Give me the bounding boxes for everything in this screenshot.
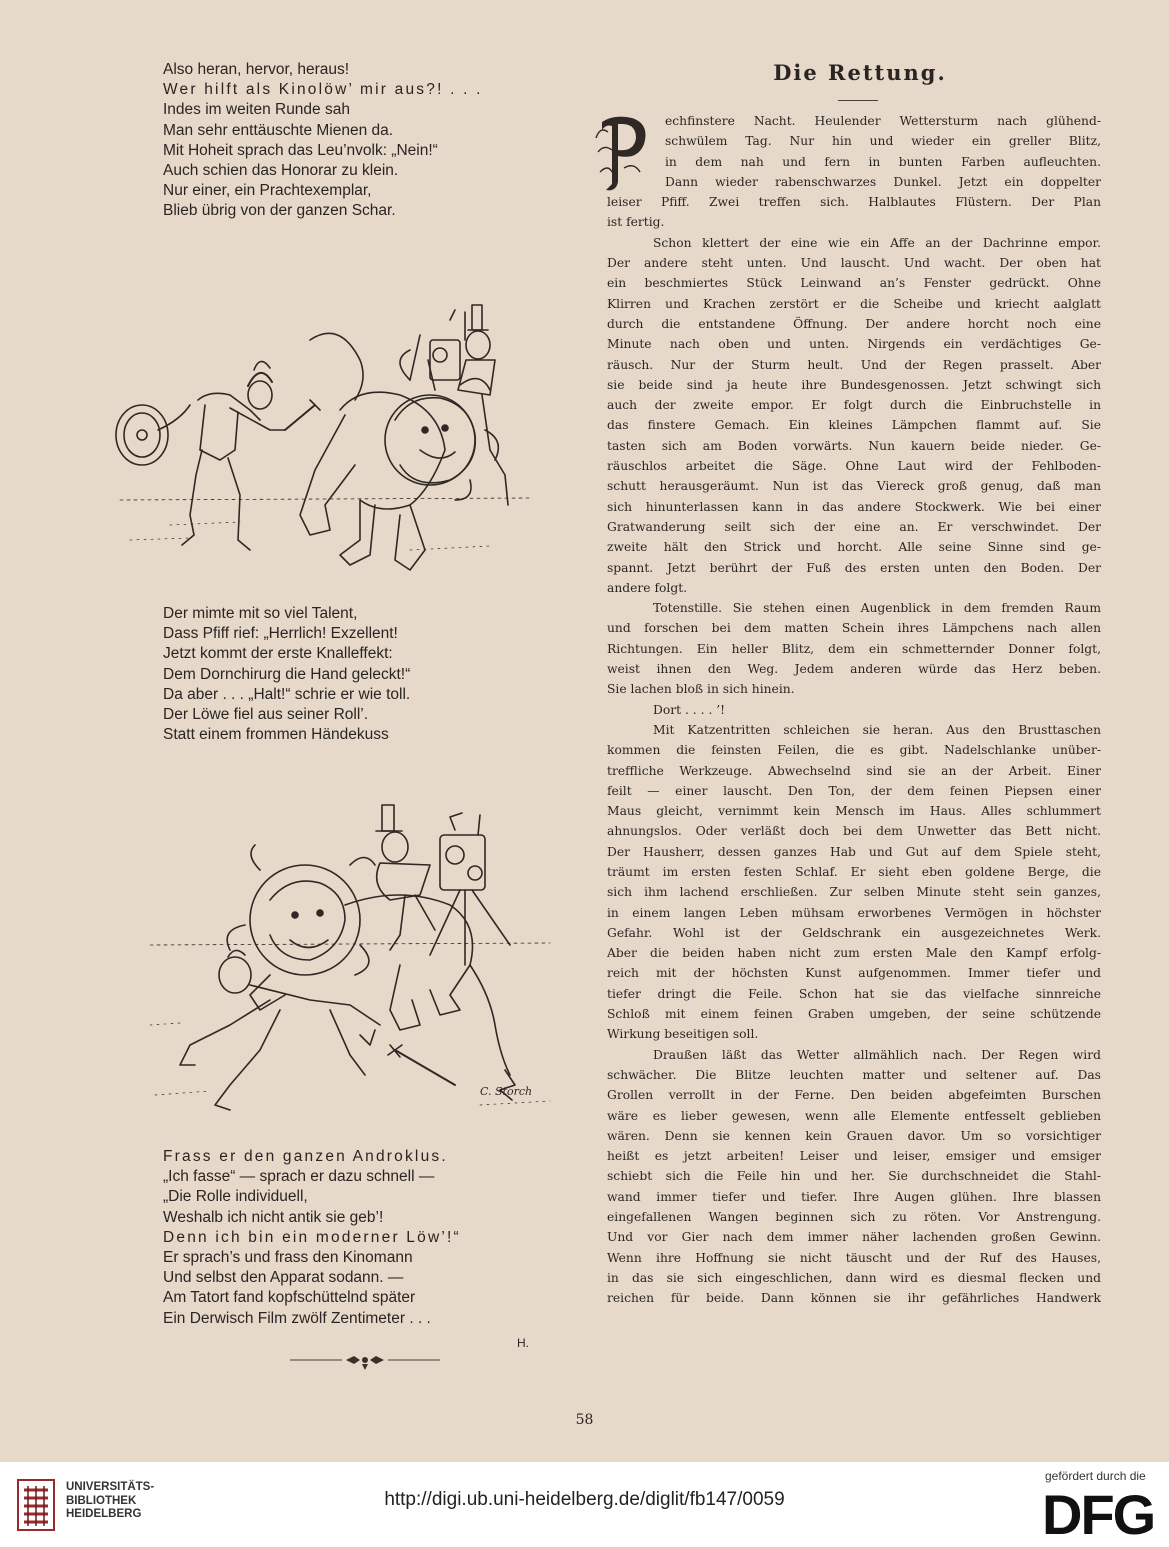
text-line: wären. Denn sie kennen kein Grauen davor. Um so vorsichtiger: [607, 1128, 1101, 1143]
text-line: Maus gleicht, vernimmt kein Mensch im Haus. Alles schlummert: [607, 804, 1101, 819]
text-line: Schloß mit einem feinen Graben umgeben, der seine schützende: [607, 1007, 1101, 1022]
poem-line: Er sprach’s und frass den Kinomann: [163, 1249, 413, 1267]
text-line: Dort . . . . ’!: [653, 702, 726, 717]
text-line: ein beschmiertes Stück Leinwand an’s Fenster gedrückt. Ohne: [607, 276, 1101, 291]
text-line: träumt im ersten festen Schlaf. Er sieht eben goldene Berge, die: [607, 864, 1101, 879]
poem-line: Und selbst den Apparat sodann. —: [163, 1269, 404, 1287]
poem-line: „Die Rolle individuell,: [163, 1188, 308, 1206]
text-line: Klirren und Krachen zerstört er die Scheibe und kriecht aalglatt: [607, 296, 1101, 311]
text-line: Wirkung beseitigen soll.: [607, 1027, 759, 1042]
text-line: das finstere Gemach. Ein kleines Lämpchen flammt auf. Sie: [607, 418, 1101, 433]
poem-line: Denn ich bin ein moderner Löw’!“: [163, 1228, 461, 1246]
library-name-line: UNIVERSITÄTS-: [66, 1481, 155, 1493]
text-line: Grollen verrollt in der Ferne. Den beiden abgefeimten Burschen: [607, 1088, 1101, 1103]
illustration-lion-eating-gladiator: [150, 795, 560, 1125]
text-line: reichen für beide. Dann können sie ihr gefährliches Handwerk: [607, 1291, 1101, 1306]
text-line: reich mit der höchsten Kunst aufgenommen. Immer tiefer und: [607, 966, 1101, 981]
text-line: ahnungslos. Oder verläßt doch bei dem Unwetter das Bett nicht.: [607, 824, 1101, 839]
text-line: zweite hält den Strick und horcht. Alle seine Sinne sind ge-: [607, 540, 1101, 555]
text-line: Und vor Gier nach dem immer näher lachenden großen Gewinn.: [607, 1230, 1101, 1245]
text-line: in das sie sich eingeschlichen, dann wird es diesmal flecken und: [607, 1270, 1101, 1285]
text-line: schutt herausgeräumt. Nun ist das Viereck groß genug, daß man: [607, 479, 1101, 494]
text-line: Draußen läßt das Wetter allmählich nach. Der Regen wird: [653, 1047, 1101, 1062]
poem-line: Also heran, hervor, heraus!: [163, 61, 350, 78]
text-line: sich hinunterlassen kann in das andere Stockwerk. Wie bei einer: [607, 499, 1101, 514]
text-line: in dem nah und fern in bunten Farben aufleuchten.: [665, 154, 1101, 169]
poem-line: Dem Dornchirurg die Hand geleckt!“: [163, 665, 411, 683]
text-line: tasten sich am Boden vorwärts. Nun kauern beide nieder. Ge-: [607, 438, 1101, 453]
text-line: Wenn ihre Hoffnung sie nicht täuscht und der Ruf des Hauses,: [607, 1250, 1101, 1265]
poem-line: Am Tatort fand kopfschüttelnd später: [163, 1289, 416, 1307]
poem-line: Ein Derwisch Film zwölf Zentimeter . . .: [163, 1309, 431, 1327]
story-para-3: [607, 598, 1101, 720]
poem-line: Dass Pfiff rief: „Herrlich! Exzellent!: [163, 625, 398, 643]
poem-line: Der mimte mit so viel Talent,: [163, 605, 358, 622]
text-line: Minute nach oben und unten. Nirgends ein verdächtiges Ge-: [607, 337, 1101, 352]
text-line: echfinstere Nacht. Heulender Wettersturm nach glühend-: [665, 114, 1101, 128]
poem-line: Blieb übrig von der ganzen Schar.: [163, 202, 396, 220]
poem-line: „Ich fasse“ — sprach er dazu schnell —: [163, 1168, 435, 1186]
text-line: Der andere steht unten. Und lauscht. Und wacht. Der oben hat: [607, 256, 1101, 271]
text-line: eingefallenen Wangen beginnen sich zu röten. Vor Anstrengung.: [607, 1210, 1101, 1225]
source-url-link[interactable]: http://digi.ub.uni-heidelberg.de/diglit/fb147/0059: [384, 1489, 785, 1510]
text-line: Aber die beiden haben nicht zum ersten Male den Kampf erfolg-: [607, 946, 1101, 961]
text-line: ist fertig.: [607, 215, 665, 230]
text-line: räuschlos arbeitet die Säge. Ohne Laut wird der Fehlboden-: [607, 459, 1101, 474]
text-line: Sie lachen bloß in sich hinein.: [607, 682, 795, 697]
story-para-2: [607, 233, 1101, 598]
poem-line: Statt einem frommen Händekuss: [163, 726, 389, 744]
text-line: Gratwanderung seilt sich der eine an. Er verschwindet. Der: [607, 519, 1101, 534]
poem-line: Weshalb ich nicht antik sie geb’!: [163, 1208, 384, 1226]
text-line: sie beide sind ja heute ihre Bundesgenossen. Jetzt schwingt sich: [607, 377, 1101, 392]
poem-line: Wer hilft als Kinolöw’ mir aus?! . . .: [163, 81, 483, 99]
text-line: leiser Pfiff. Zwei treffen sich. Halblautes Flüstern. Der Plan: [607, 195, 1101, 210]
illustration-gladiator-lion: [110, 300, 550, 595]
poem-line: Frass er den ganzen Androklus.: [163, 1148, 448, 1165]
text-line: tiefer dringt die Feile. Schon hat sie das vielfache sinnreiche: [607, 986, 1101, 1001]
text-line: Gefahr. Wohl ist der Geldschrank ein ausgezeichnetes Werk.: [607, 925, 1101, 940]
text-line: feilt — einer lauscht. Den Ton, der dem feinen Piepsen einer: [607, 783, 1101, 798]
footer-bar: [0, 1462, 1169, 1547]
poem-line: Mit Hoheit sprach das Leu’nvolk: „Nein!“: [163, 141, 438, 159]
library-name-line: BIBLIOTHEK: [66, 1494, 137, 1507]
story-title: Die Rettung.: [773, 60, 947, 85]
dfg-logo-text: DFG: [1042, 1483, 1155, 1542]
text-line: schiebt sich die Feile hin und her. Sie durchschneidet die Stahl-: [607, 1169, 1101, 1184]
text-line: wäre es lieber gewesen, wenn alle Elemente entfesselt geblieben: [607, 1108, 1101, 1123]
text-line: Der Hausherr, dessen ganzes Hab und Gut auf dem Spiele steht,: [607, 844, 1101, 859]
text-line: heißt es jetzt arbeiten! Leiser und leiser, emsiger und emsiger: [607, 1149, 1101, 1164]
story-para-4: [607, 720, 1101, 1045]
text-line: weist ihnen den Weg. Jedem anderen würde das Herz beben.: [607, 662, 1101, 677]
text-line: Schon klettert der eine wie ein Affe an der Dachrinne empor.: [653, 235, 1101, 250]
poem-line: Da aber . . . „Halt!“ schrie er wie toll.: [163, 685, 411, 703]
poem-line: Der Löwe fiel aus seiner Roll’.: [163, 706, 369, 724]
poem-line: Nur einer, ein Prachtexemplar,: [163, 182, 372, 200]
funded-by-label: gefördert durch die: [1045, 1469, 1146, 1483]
ornament-divider: [290, 1352, 440, 1372]
poem-line: Jetzt kommt der erste Knalleffekt:: [163, 645, 393, 663]
poem-stanza-2: [163, 604, 410, 745]
poem-stanza-3: [163, 1147, 461, 1329]
text-line: treffliche Werkzeuge. Abwechselnd sind sie an der Arbeit. Einer: [607, 763, 1101, 778]
dfg-logo[interactable]: [1040, 1482, 1158, 1542]
text-line: Richtungen. Ein heller Blitz, dem ein schmetternder Donner folgt,: [607, 641, 1101, 656]
text-line: Totenstille. Sie stehen einen Augenblick in dem fremden Raum: [653, 601, 1101, 616]
text-line: und forschen bei dem matten Schein ihres Lämpchens nach allen: [607, 621, 1101, 636]
text-line: spannt. Jetzt berührt der Fuß des ersten unten den Boden. Der: [607, 560, 1101, 575]
title-rule: [838, 100, 878, 101]
text-line: räusch. Nur der Sturm heult. Und der Regen prasselt. Aber: [607, 357, 1101, 372]
text-line: kommen die feinsten Feilen, die es gibt. Nadelschlanke unüber-: [607, 743, 1101, 758]
text-line: wand immer tiefer und tiefer. Ihre Augen glühen. Ihre blassen: [607, 1189, 1101, 1204]
text-line: schwächer. Die Blitze leuchten matter und seltener auf. Das: [607, 1067, 1101, 1082]
poem-line: Auch schien das Honorar zu klein.: [163, 162, 399, 180]
text-line: Dann wieder rabenschwarzes Dunkel. Jetzt ein doppelter: [665, 174, 1101, 189]
text-line: in einem langen Leben mühsam erworbenes Vermögen in höchster: [607, 905, 1101, 920]
library-name-line: HEIDELBERG: [66, 1508, 142, 1520]
story-para-5: [607, 1045, 1101, 1309]
text-line: sich ihm lachend erschließen. Zur selben Minute steht sein ganzes,: [607, 885, 1101, 900]
text-line: durch die entstandene Öffnung. Der andere horcht noch eine: [607, 316, 1101, 331]
story-text: [607, 111, 1101, 1309]
text-line: Mit Katzentritten schleichen sie heran. Aus den Brusttaschen: [653, 722, 1101, 737]
story-para-1: [607, 111, 1101, 233]
poem-line: Man sehr enttäuschte Mienen da.: [163, 121, 394, 139]
poem-stanza-1: [163, 60, 543, 222]
poem-line: Indes im weiten Runde sah: [163, 101, 350, 119]
page-number: 58: [575, 1412, 594, 1428]
illustration-signature: C. Storch: [480, 1085, 533, 1098]
text-line: andere folgt.: [607, 580, 688, 595]
poem-signature: H.: [517, 1336, 529, 1350]
text-line: schwülem Tag. Nur hin und wieder ein greller Blitz,: [665, 134, 1101, 149]
text-line: auch der zweite empor. Er folgt durch die Einbruchstelle in: [607, 398, 1101, 413]
